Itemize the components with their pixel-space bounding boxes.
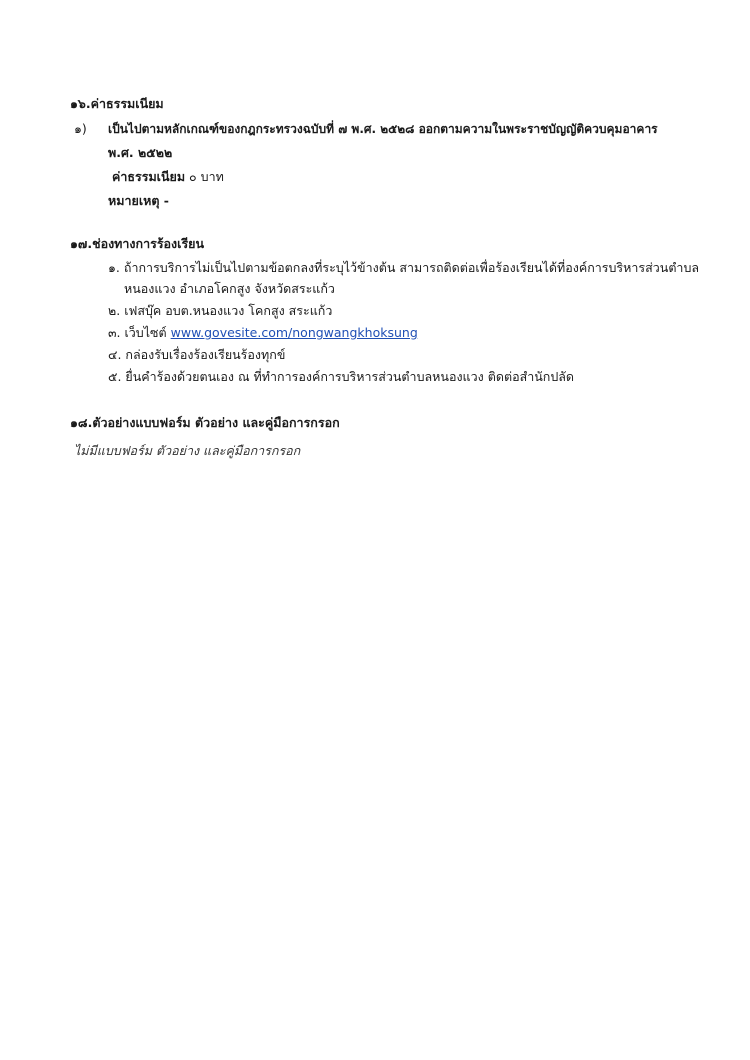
complaint-item-3-number: ๓. (108, 325, 121, 340)
website-link[interactable]: www.govesite.com/nongwangkhoksung (170, 325, 418, 340)
complaint-item-4-number: ๔. (108, 347, 122, 362)
section-18-body: ไม่มีแบบฟอร์ม ตัวอย่าง และคู่มือการกรอก (74, 443, 301, 458)
section-16-item-number: ๑) (74, 121, 87, 136)
fee-label: ค่าธรรมเนียม (112, 169, 186, 184)
complaint-item-3-text: เว็บไซต์ (124, 325, 167, 340)
section-16-item-line2: พ.ศ. ๒๕๒๒ (108, 145, 173, 160)
complaint-item-2-number: ๒. (108, 303, 121, 318)
section-18-heading: ๑๘.ตัวอย่างแบบฟอร์ม ตัวอย่าง และคู่มือการกรอก (70, 415, 340, 430)
complaint-item-5 (108, 368, 574, 386)
complaint-item-3 (108, 324, 418, 342)
complaint-item-1-line2: หนองแวง อำเภอโคกสูง จังหวัดสระแก้ว (124, 281, 335, 296)
complaint-item-5-text: ยื่นคำร้องด้วยตนเอง ณ ที่ทำการองค์การบริหารส่วนตำบลหนองแวง ติดต่อสำนักปลัด (125, 369, 575, 384)
complaint-item-1-text: ถ้าการบริการไม่เป็นไปตามข้อตกลงที่ระบุไว้ข้างต้น สามารถติดต่อเพื่อร้องเรียนได้ที่องค์การบริหารส่วนตำบล (123, 260, 700, 275)
section-16-item-line1: เป็นไปตามหลักเกณฑ์ของกฎกระทรวงฉบับที่ ๗ พ.ศ. ๒๕๒๘ ออกตามความในพระราชบัญญัติควบคุมอาคาร (108, 122, 658, 136)
fee-value: ๐ บาท (189, 169, 224, 184)
complaint-item-5-number: ๕. (108, 369, 122, 384)
complaint-item-2-text: เฟสบุ๊ค อบต.หนองแวง โคกสูง สระแก้ว (124, 303, 333, 318)
complaint-item-1-number: ๑. (108, 260, 120, 275)
section-16-heading: ๑๖.ค่าธรรมเนียม (70, 96, 164, 111)
complaint-item-2 (108, 302, 332, 320)
complaint-item-4-text: กล่องรับเรื่องร้องเรียนร้องทุกข์ (125, 347, 286, 362)
section-17-heading: ๑๗.ช่องทางการร้องเรียน (70, 236, 205, 251)
complaint-item-1 (108, 259, 699, 277)
section-16-fee (112, 168, 224, 186)
section-16-note: หมายเหตุ - (108, 193, 169, 208)
complaint-item-4 (108, 346, 285, 364)
